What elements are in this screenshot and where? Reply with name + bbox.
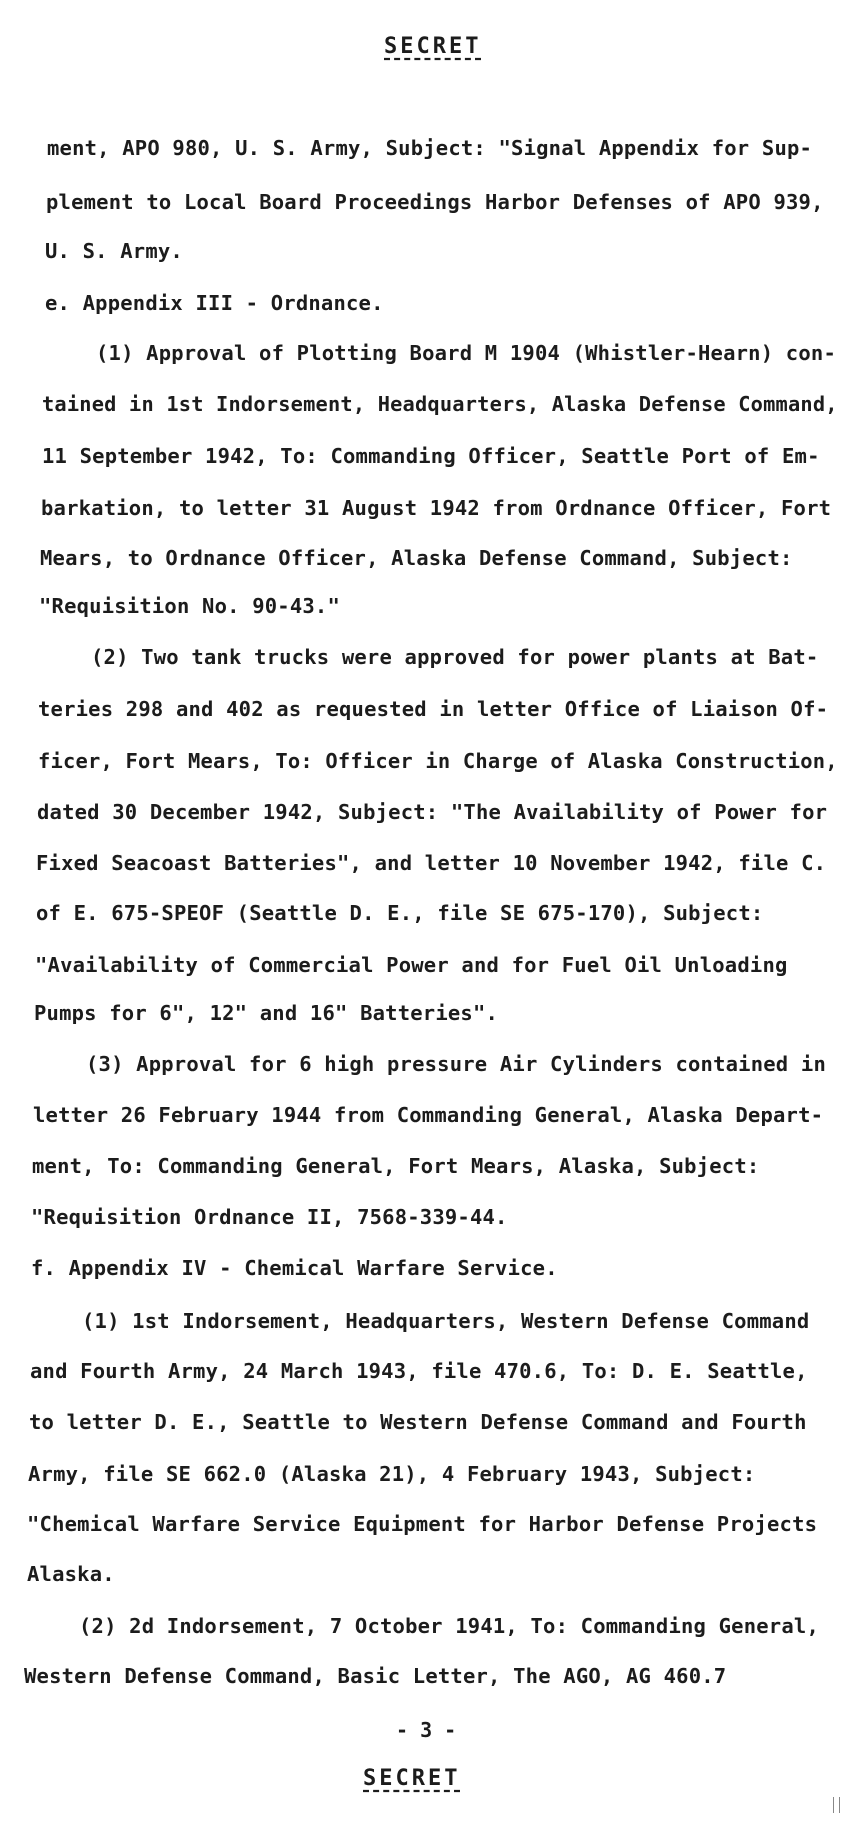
text-line: (2) Two tank trucks were approved for power plants at Bat- — [91, 645, 819, 669]
text-line: ment, APO 980, U. S. Army, Subject: "Signal Appendix for Sup- — [47, 136, 813, 160]
page-number: - 3 - — [396, 1718, 457, 1742]
text-line: plement to Local Board Proceedings Harbor Defenses of APO 939, — [46, 190, 824, 214]
text-line: (2) 2d Indorsement, 7 October 1941, To: Commanding General, — [79, 1614, 819, 1638]
text-line: Army, file SE 662.0 (Alaska 21), 4 February 1943, Subject: — [28, 1462, 756, 1486]
text-line: dated 30 December 1942, Subject: "The Availability of Power for — [37, 800, 828, 824]
text-line: ment, To: Commanding General, Fort Mears, Alaska, Subject: — [32, 1154, 760, 1178]
text-line: letter 26 February 1944 from Commanding General, Alaska Depart- — [33, 1103, 824, 1127]
text-line: "Requisition No. 90-43." — [39, 594, 341, 618]
text-line: barkation, to letter 31 August 1942 from Ordnance Officer, Fort — [41, 496, 832, 520]
text-line: Fixed Seacoast Batteries", and letter 10 November 1942, file C. — [36, 851, 827, 875]
text-line: and Fourth Army, 24 March 1943, file 470.6, To: D. E. Seattle, — [30, 1359, 808, 1383]
text-line: e. Appendix III - Ordnance. — [45, 291, 384, 315]
text-line: Mears, to Ordnance Officer, Alaska Defense Command, Subject: — [40, 546, 793, 570]
text-line: Western Defense Command, Basic Letter, The AGO, AG 460.7 — [24, 1664, 727, 1688]
text-line: (3) Approval for 6 high pressure Air Cylinders contained in — [86, 1052, 826, 1076]
text-line: "Availability of Commercial Power and for Fuel Oil Unloading — [35, 953, 788, 977]
text-line: 11 September 1942, To: Commanding Officer, Seattle Port of Em- — [42, 444, 820, 468]
text-line: U. S. Army. — [45, 239, 183, 263]
text-line: ficer, Fort Mears, To: Officer in Charge of Alaska Construction, — [38, 749, 838, 773]
text-line: (1) Approval of Plotting Board M 1904 (Whistler-Hearn) con- — [96, 341, 836, 365]
margin-mark — [833, 1797, 840, 1813]
text-line: "Chemical Warfare Service Equipment for Harbor Defense Projects — [27, 1512, 818, 1536]
classification-header: SECRET — [384, 34, 482, 59]
text-line: tained in 1st Indorsement, Headquarters, Alaska Defense Command, — [42, 392, 838, 416]
text-line: "Requisition Ordnance II, 7568-339-44. — [31, 1205, 508, 1229]
text-line: teries 298 and 402 as requested in letter Office of Liaison Of- — [38, 697, 829, 721]
text-line: f. Appendix IV - Chemical Warfare Service. — [31, 1256, 558, 1280]
text-line: Alaska. — [27, 1562, 115, 1586]
classification-footer: SECRET — [363, 1766, 461, 1791]
text-line: (1) 1st Indorsement, Headquarters, Western Defense Command — [82, 1309, 810, 1333]
text-line: Pumps for 6", 12" and 16" Batteries". — [34, 1001, 499, 1025]
text-line: to letter D. E., Seattle to Western Defense Command and Fourth — [29, 1410, 807, 1434]
text-line: of E. 675-SPEOF (Seattle D. E., file SE 675-170), Subject: — [36, 901, 764, 925]
